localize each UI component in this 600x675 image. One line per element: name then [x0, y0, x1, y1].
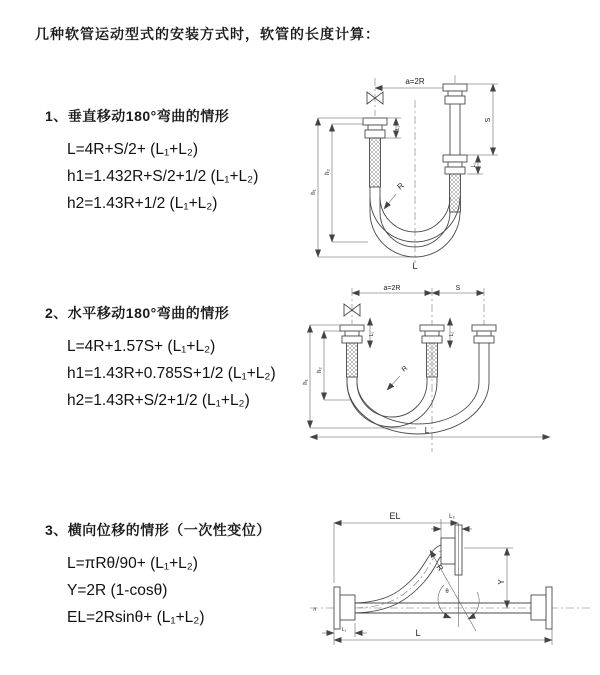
union-nut — [474, 336, 494, 343]
dim-label-h2: h₂ — [325, 169, 331, 175]
flange-neck — [345, 331, 359, 336]
flange — [472, 325, 496, 331]
flange — [443, 84, 467, 91]
valve-icon — [367, 92, 383, 104]
page-title: 几种软管运动型式的安装方式时，软管的长度计算： — [35, 26, 380, 42]
dim-label-l2: L₂ — [449, 514, 455, 520]
dim-label-l: L — [415, 628, 421, 638]
hose-outline-alt — [355, 545, 441, 603]
union-nut — [445, 96, 465, 104]
union-nut — [445, 167, 465, 174]
formula-line: L=4R+S/2+ (L₁+L₂) — [67, 141, 199, 158]
flange-neck — [448, 91, 462, 96]
section-1-heading: 1、垂直移动180°弯曲的情形 — [45, 108, 230, 124]
formula-line: L=πRθ/90+ (L₁+L₂) — [67, 555, 198, 572]
dim-label-theta: θ — [445, 589, 449, 595]
dim-label-y: Y — [497, 579, 506, 585]
section-2-formulas — [67, 333, 276, 414]
braided-hose-section — [427, 343, 438, 377]
dim-label-s: S — [455, 285, 461, 292]
dim-label-span: a=2R — [383, 285, 401, 292]
dim-extension — [334, 629, 552, 645]
formula-line: EL=2Rsinθ+ (L₁+L₂) — [67, 609, 205, 626]
lateral-displacement-diagram — [300, 505, 600, 660]
flange-hub — [441, 538, 455, 564]
flange — [443, 155, 467, 162]
dim-label-r: R — [395, 180, 406, 192]
formula-line: h2=1.43R+S/2+1/2 (L₁+L₂) — [67, 392, 250, 409]
section-1-formulas — [67, 136, 258, 217]
dim-label-r: R — [400, 364, 410, 374]
dim-label-r: R — [434, 562, 446, 573]
dim-label-span: a=2R — [405, 77, 425, 86]
flange-neck — [477, 331, 491, 336]
flange — [420, 325, 444, 331]
flange — [340, 325, 364, 331]
dim-label-l: L — [424, 426, 430, 435]
formula-line: h1=1.432R+S/2+1/2 (L₁+L₂) — [67, 168, 259, 185]
dim-extension — [467, 84, 498, 174]
vertical-bend-diagram — [308, 72, 588, 272]
flange-neck — [448, 162, 462, 167]
dim-label-h2: h₂ — [317, 367, 323, 373]
dim-label-h1: h₁ — [303, 379, 309, 385]
hose-outline — [357, 377, 427, 417]
flange — [363, 118, 387, 125]
dim-extension — [332, 124, 368, 242]
pipe-stem — [450, 104, 460, 155]
formula-line: Y=2R (1-cosθ) — [67, 582, 168, 599]
flange — [334, 587, 340, 629]
flange — [546, 587, 552, 629]
formula-line: h1=1.43R+0.785S+1/2 (L₁+L₂) — [67, 365, 276, 382]
flange-neck — [425, 331, 439, 336]
dim-label-l1: L₁ — [395, 125, 401, 131]
radius-leader — [384, 194, 396, 209]
centerline — [375, 75, 455, 263]
flange-hub — [531, 595, 546, 620]
dim-label-l: L — [412, 261, 418, 271]
dim-label-s: S — [485, 117, 492, 123]
braided-hose-section — [347, 343, 358, 377]
section-1 — [45, 106, 258, 217]
radius-leader — [387, 376, 400, 390]
hose-centerline — [355, 551, 441, 608]
axis-mark: ≈ — [312, 607, 319, 611]
union-nut — [365, 130, 385, 138]
horizontal-bend-diagram — [300, 282, 600, 467]
section-3 — [45, 520, 271, 631]
dim-label-l1: L₁ — [369, 331, 375, 337]
flange-hub — [340, 595, 355, 620]
dim-extension — [310, 325, 416, 428]
hose-outline-alt — [355, 557, 441, 613]
centerline — [352, 288, 484, 452]
dim-label-l2: L₂ — [449, 331, 455, 337]
dim-label-h1: h₁ — [311, 189, 317, 195]
section-2-heading: 2、水平移动180°弯曲的情形 — [45, 305, 230, 321]
union-nut — [422, 336, 442, 343]
section-3-formulas — [67, 550, 271, 631]
union-nut — [342, 336, 362, 343]
flange-neck — [368, 125, 382, 130]
dim-label-l1: L₁ — [341, 627, 347, 633]
formula-line: L=4R+1.57S+ (L₁+L₂) — [67, 338, 216, 355]
formula-line: h2=1.43R+1/2 (L₁+L₂) — [67, 195, 218, 212]
section-2 — [45, 303, 276, 414]
hose-outline-alt — [357, 343, 479, 424]
angle-arc — [468, 592, 479, 619]
braided-hose-section — [370, 138, 381, 187]
section-3-heading: 3、横向位移的情形（一次性变位） — [45, 522, 271, 538]
dim-label-el: EL — [389, 511, 401, 521]
dim-label-l2: L₂ — [471, 162, 477, 168]
